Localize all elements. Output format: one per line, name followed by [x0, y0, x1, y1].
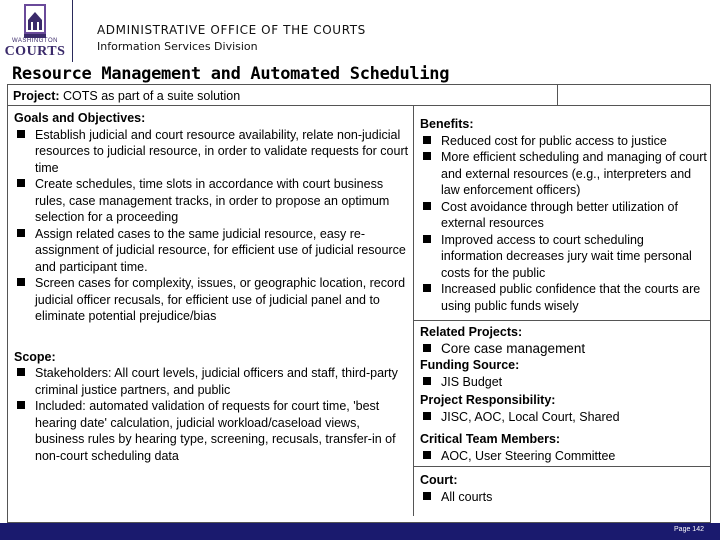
bullet-icon	[423, 152, 432, 161]
bullet-icon	[17, 179, 26, 188]
bullet-icon	[423, 377, 432, 386]
page-number: Page 142	[674, 526, 704, 533]
page-title: Resource Management and Automated Scheduling	[12, 64, 450, 84]
scope-heading: Scope:	[14, 349, 56, 364]
list-item: Reduced cost for public access to justice	[420, 133, 708, 150]
bullet-icon	[17, 278, 26, 287]
benefits-section	[420, 116, 708, 314]
team-heading: Critical Team Members:	[420, 432, 561, 446]
scope-list	[14, 365, 410, 464]
bullet-icon	[423, 235, 432, 244]
court-heading: Court:	[420, 473, 458, 487]
team-section	[420, 431, 708, 464]
bullet-icon	[17, 229, 26, 238]
list-item: More efficient scheduling and managing of court and external resources (e.g., interpreters and law enforcement officers)	[420, 149, 708, 199]
bullet-icon	[423, 136, 432, 145]
responsibility-heading: Project Responsibility:	[420, 393, 556, 407]
bullet-icon	[423, 202, 432, 211]
agency-name: ADMINISTRATIVE OFFICE OF THE COURTS	[97, 23, 366, 37]
list-item: Core case management	[420, 341, 708, 358]
court-list	[420, 489, 708, 506]
responsibility-list	[420, 409, 708, 426]
bullet-icon	[423, 451, 432, 460]
benefits-heading: Benefits:	[420, 117, 474, 131]
goals-heading: Goals and Objectives:	[14, 111, 146, 125]
funding-heading: Funding Source:	[420, 358, 520, 372]
list-item: Stakeholders: All court levels, judicial officers and staff, third-party criminal justice partners, and public	[14, 365, 410, 398]
bullet-icon	[17, 130, 26, 139]
capitol-building-icon	[4, 2, 66, 40]
list-item: All courts	[420, 489, 708, 506]
list-item: Included: automated validation of requests for court time, 'best hearing date' calculation, judicial workload/caseload views, business rules by hearing type, screening, recusals, transfer-in of non-court scheduling data	[14, 398, 410, 464]
list-item: JIS Budget	[420, 374, 708, 391]
bullet-icon	[423, 284, 432, 293]
team-list	[420, 448, 708, 465]
list-item: Create schedules, time slots in accordance with court business rules, case management tracks, in order to propose an optimum selection for a proceeding	[14, 176, 410, 226]
related-section	[420, 324, 708, 357]
benefits-list	[420, 133, 708, 315]
list-item: AOC, User Steering Committee	[420, 448, 708, 465]
list-item: Cost avoidance through better utilization of external resources	[420, 199, 708, 232]
division-name: Information Services Division	[97, 40, 258, 53]
project-label: Project:	[13, 89, 60, 103]
bullet-icon	[17, 368, 26, 377]
right-column	[420, 116, 708, 505]
project-line	[13, 89, 240, 103]
bullet-icon	[423, 344, 432, 353]
left-column	[14, 110, 410, 464]
list-item: Improved access to court scheduling information decreases jury wait time personal costs for the public	[420, 232, 708, 282]
list-item: Increased public confidence that the courts are using public funds wisely	[420, 281, 708, 314]
project-row-blank-cell	[558, 85, 710, 106]
header-divider	[72, 0, 73, 62]
list-item: Establish judicial and court resource availability, relate non-judicial resources to judicial resource, in order to validate requests for court time	[14, 127, 410, 177]
project-value: COTS as part of a suite solution	[63, 89, 241, 103]
logo-state-text: WASHINGTON	[11, 38, 58, 44]
funding-list	[420, 374, 708, 391]
bullet-icon	[17, 401, 26, 410]
bullet-icon	[423, 492, 432, 501]
list-item: JISC, AOC, Local Court, Shared	[420, 409, 708, 426]
court-section	[420, 472, 708, 505]
bullet-icon	[423, 412, 432, 421]
related-list	[420, 341, 708, 358]
washington-courts-logo	[4, 2, 66, 60]
funding-section	[420, 357, 708, 390]
logo-courts-text: COURTS	[4, 44, 66, 59]
footer-bar	[0, 523, 720, 540]
responsibility-section	[420, 392, 708, 425]
related-heading: Related Projects:	[420, 325, 523, 339]
list-item: Assign related cases to the same judicial resource, easy re-assignment of judicial resource, for efficient use of judicial resource and participant time.	[14, 226, 410, 276]
header	[0, 0, 720, 62]
goals-list	[14, 127, 410, 325]
list-item: Screen cases for complexity, issues, or geographic location, record judicial officer recusals, for efficient use of judicial panel and to eliminate potential prejudice/bias	[14, 275, 410, 325]
